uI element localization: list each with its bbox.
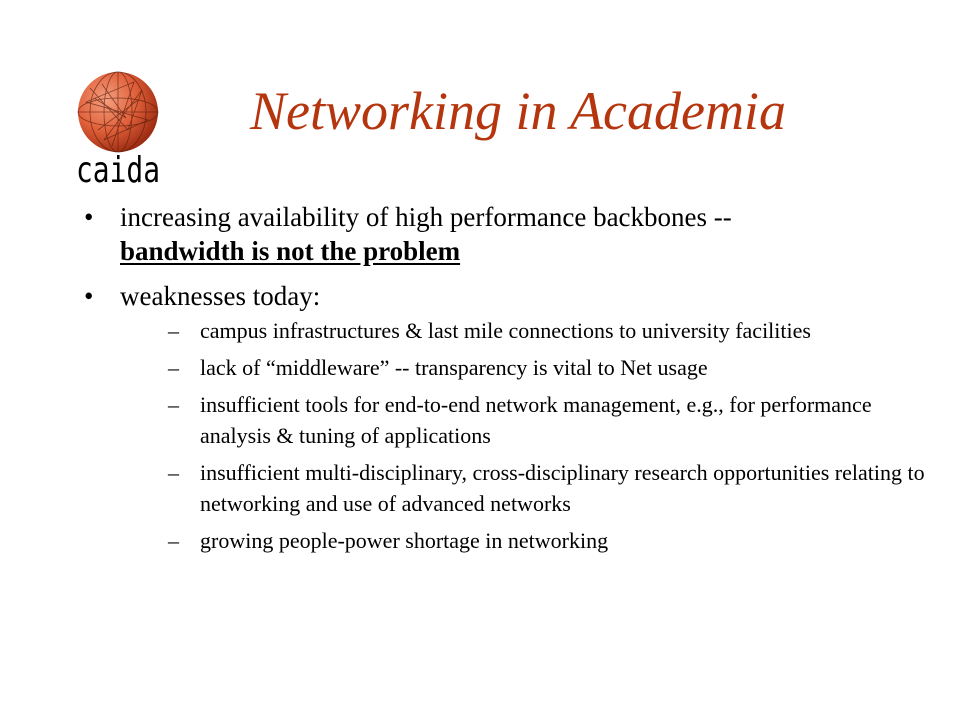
sub-item-text: campus infrastructures & last mile connections to university facilities (200, 318, 811, 343)
sub-item (120, 352, 930, 383)
dash-marker: – (168, 392, 179, 417)
logo-text: caida (76, 150, 160, 191)
globe-icon (68, 70, 168, 191)
bullet-marker: • (84, 281, 94, 311)
sub-item (120, 389, 930, 451)
bullet-text: weaknesses today: (120, 281, 321, 311)
dash-marker: – (168, 318, 179, 343)
slide-title: Networking in Academia (250, 81, 786, 141)
bullet-item (80, 200, 940, 268)
sub-item-text: insufficient tools for end-to-end network management, e.g., for performance analysis & tuning of applications (200, 392, 872, 448)
sub-item (120, 525, 930, 556)
sub-item-text: growing people-power shortage in networking (200, 528, 609, 553)
bullet-marker: • (84, 202, 94, 232)
dash-marker: – (168, 528, 179, 553)
bullet-item (80, 279, 940, 556)
bullet-text: increasing availability of high performance backbones -- (120, 202, 732, 232)
sub-list (120, 315, 940, 556)
dash-marker: – (168, 355, 179, 380)
sub-item-text: lack of “middleware” -- transparency is vital to Net usage (200, 355, 708, 380)
sub-item-text: insufficient multi-disciplinary, cross-disciplinary research opportunities relating to networking and use of advanced networks (200, 460, 925, 516)
slide-body (80, 200, 940, 567)
dash-marker: – (168, 460, 179, 485)
caida-logo (68, 70, 168, 191)
sub-item (120, 457, 930, 519)
bullet-emphasis: bandwidth is not the problem (120, 236, 461, 266)
sub-item (120, 315, 930, 346)
